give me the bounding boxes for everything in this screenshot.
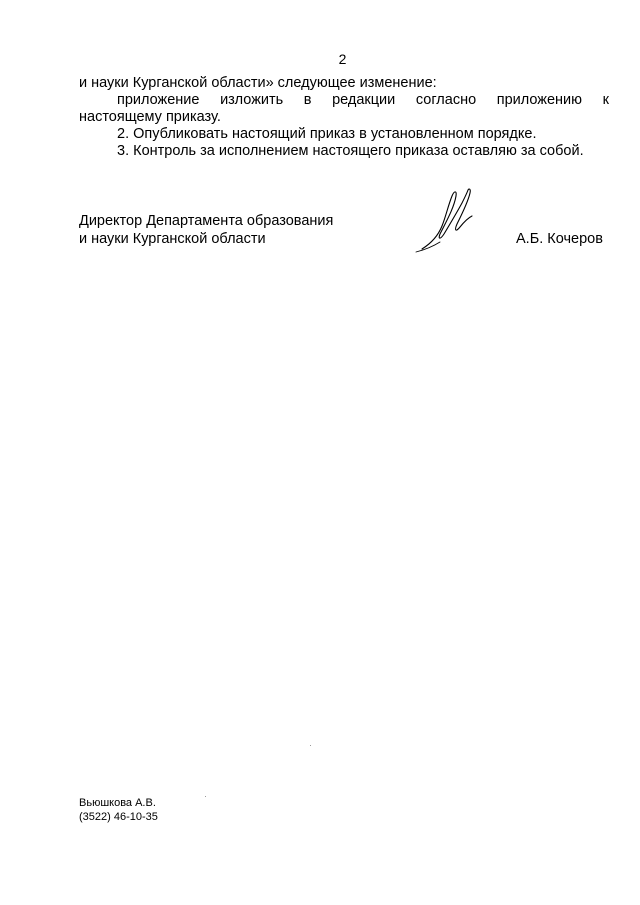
body-line-2-word: в	[303, 92, 312, 108]
executor-name: Вьюшкова А.В.	[79, 797, 156, 809]
signatory-position	[79, 212, 333, 248]
body-line-2	[79, 92, 609, 109]
signatory-position-line-2: и науки Курганской области	[79, 231, 266, 247]
body-line-2-word: приложение	[117, 92, 200, 108]
document-body	[79, 75, 609, 160]
page-number: 2	[338, 51, 347, 67]
executor-phone: (3522) 46-10-35	[79, 811, 158, 823]
body-line-2-word: редакции	[332, 92, 396, 108]
executor-info	[79, 796, 158, 824]
body-line-3: настоящему приказу.	[79, 109, 221, 125]
scan-speck	[205, 796, 206, 797]
scan-speck	[310, 745, 311, 746]
signatory-position-line-1: Директор Департамента образования	[79, 213, 334, 229]
body-line-2-word: к	[602, 92, 609, 108]
body-line-2-word: приложению	[496, 92, 583, 108]
body-line-2-word: согласно	[415, 92, 477, 108]
body-line-1: и науки Курганской области» следующее изменение:	[79, 75, 437, 91]
body-line-4: 2. Опубликовать настоящий приказ в установленном порядке.	[117, 126, 537, 142]
body-line-5: 3. Контроль за исполнением настоящего приказа оставляю за собой.	[117, 143, 584, 159]
signatory-name: А.Б. Кочеров	[516, 231, 603, 247]
handwritten-signature	[410, 186, 490, 256]
body-line-2-word: изложить	[220, 92, 284, 108]
